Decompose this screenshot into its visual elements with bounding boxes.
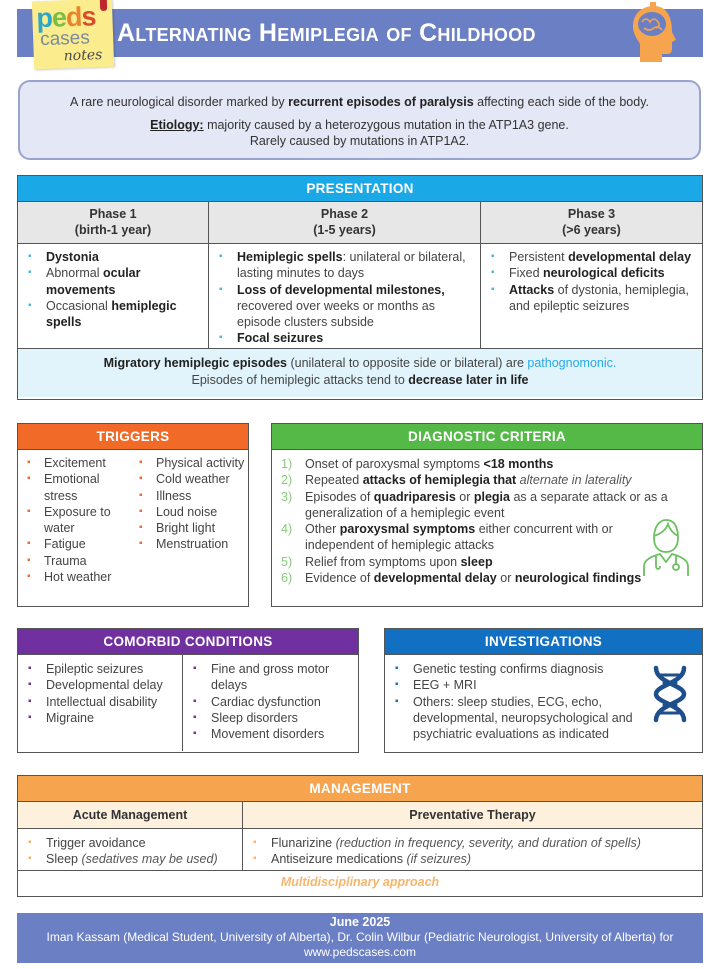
list-item: ▪ Migraine — [28, 710, 178, 726]
pushpin-icon — [100, 0, 108, 11]
intro-etiology: Etiology: majority caused by a heterozygous mutation in the ATP1A3 gene. — [150, 118, 569, 132]
list-item: ▪ Hot weather — [27, 569, 130, 585]
criteria-number: 4) — [281, 522, 293, 537]
triggers-section — [17, 423, 249, 607]
list-item: ▪ Physical activity — [139, 455, 248, 471]
list-item: ▪ Occasional hemiplegic spells — [28, 298, 202, 331]
criteria-number: 5) — [281, 554, 293, 569]
triggers-list-right — [130, 450, 248, 585]
credits-footer — [17, 913, 703, 963]
management-subheader-row — [18, 802, 702, 829]
title-banner — [17, 9, 703, 57]
management-header: MANAGEMENT — [18, 776, 702, 802]
phase-3-column — [480, 244, 702, 348]
list-item: ▪ Fine and gross motor delays — [193, 661, 354, 694]
doctor-icon — [640, 516, 692, 578]
phase-2-column — [208, 244, 480, 348]
presentation-note: Migratory hemiplegic episodes (unilateral to opposite side or bilateral) are pathognomonic. Episodes of hemiplegic attacks tend to decrease later in life — [18, 349, 702, 397]
diagnostic-criteria-list — [272, 450, 702, 586]
investigations-header: INVESTIGATIONS — [385, 629, 702, 655]
intro-summary-box — [18, 80, 701, 160]
publication-date: June 2025 — [329, 915, 391, 929]
list-item: ▪ Trauma — [27, 553, 130, 569]
list-item: ▪ Flunarizine (reduction in frequency, severity, and duration of spells) — [253, 835, 698, 851]
list-item: ▪ Hemiplegic spells: unilateral or bilateral, lasting minutes to days — [219, 249, 474, 282]
criteria-number: 2) — [281, 473, 293, 488]
list-item: ▪ Focal seizures — [219, 330, 474, 346]
preventative-therapy-list — [243, 829, 702, 868]
list-item: ▪ Exposure to water — [27, 504, 130, 537]
acute-management-header: Acute Management — [72, 808, 188, 822]
phase-header-row — [18, 202, 702, 244]
comorbid-list-left — [18, 655, 182, 726]
list-item: ▪ Fixed neurological deficits — [491, 265, 696, 281]
comorbid-conditions-header: COMORBID CONDITIONS — [18, 629, 358, 655]
triggers-list-left — [18, 450, 130, 585]
comorbid-conditions-section — [17, 628, 359, 753]
intro-rare-cause: Rarely caused by mutations in ATP1A2. — [249, 134, 470, 148]
list-item: ▪ Emotional stress — [27, 471, 130, 504]
phase-1-header: Phase 1 (birth-1 year) — [74, 207, 152, 237]
list-item: ▪ Cold weather — [139, 471, 248, 487]
criteria-item: 1) Onset of paroxysmal symptoms <18 months — [281, 457, 554, 471]
diagnostic-criteria-header: DIAGNOSTIC CRITERIA — [272, 424, 702, 450]
criteria-number: 1) — [281, 457, 293, 471]
triggers-header: TRIGGERS — [18, 424, 248, 450]
phase-1-column — [18, 244, 208, 348]
intro-definition: A rare neurological disorder marked by recurrent episodes of paralysis affecting each side of the body. — [69, 95, 650, 109]
presentation-section — [17, 175, 703, 400]
list-item: ▪ Movement disorders — [193, 726, 354, 742]
list-item: ▪ Illness — [139, 488, 248, 504]
criteria-item: 2) Repeated attacks of hemiplegia that alternate in laterality — [281, 473, 632, 488]
list-item: ▪ Genetic testing confirms diagnosis — [395, 661, 692, 677]
phase-1-list — [18, 244, 208, 330]
dna-icon — [652, 665, 688, 723]
list-item: ▪ Epileptic seizures — [28, 661, 178, 677]
list-item: ▪ Loss of developmental milestones, recovered over weeks or months as episode clusters subside — [219, 282, 474, 331]
phase-2-list — [209, 244, 480, 347]
list-item: ▪ Attacks of dystonia, hemiplegia, and epileptic seizures — [491, 282, 696, 315]
list-item: ▪ Loud noise — [139, 504, 248, 520]
list-item: ▪ Intellectual disability — [28, 694, 178, 710]
comorbid-list-right — [183, 655, 358, 742]
list-item: ▪ Dystonia — [28, 249, 202, 265]
logo-notes-text: notes — [63, 46, 103, 65]
list-item: ▪ Cardiac dysfunction — [193, 694, 354, 710]
investigations-section — [384, 628, 703, 753]
list-item: ▪ Sleep (sedatives may be used) — [28, 851, 238, 867]
page-title: Alternating Hemiplegia of Childhood — [117, 19, 536, 47]
phase-3-header: Phase 3 (>6 years) — [480, 202, 702, 243]
list-item: ▪ Persistent developmental delay — [491, 249, 696, 265]
authors-credit: Iman Kassam (Medical Student, University of Alberta), Dr. Colin Wilbur (Pediatric Neurologist, University of Alberta) for www.pedscases.com — [46, 930, 674, 959]
list-item: ▪ Antiseizure medications (if seizures) — [253, 851, 698, 867]
pedscases-notes-logo — [32, 0, 114, 69]
acute-management-list — [18, 829, 242, 868]
phase-body-row — [18, 244, 702, 349]
preventative-therapy-header: Preventative Therapy — [242, 802, 702, 828]
logo-peds-text: peds — [35, 1, 96, 34]
management-section — [17, 775, 703, 897]
list-item: ▪ Fatigue — [27, 536, 130, 552]
list-item: ▪ Abnormal ocular movements — [28, 265, 202, 298]
criteria-number: 6) — [281, 571, 293, 586]
list-item: ▪ Menstruation — [139, 536, 248, 552]
criteria-item: 4) Other paroxysmal symptoms either concurrent with or independent of hemiplegic attacks — [281, 522, 613, 553]
criteria-item: 6) Evidence of developmental delay or neurological findings — [281, 571, 642, 586]
list-item: ▪ Excitement — [27, 455, 130, 471]
list-item: ▪ EEG + MRI — [395, 677, 642, 693]
diagnostic-criteria-section — [271, 423, 703, 607]
brain-head-icon — [628, 2, 680, 64]
phase-3-list — [481, 244, 702, 314]
phase-2-header: Phase 2 (1-5 years) — [208, 202, 480, 243]
management-footer-note: Multidisciplinary approach — [280, 875, 440, 889]
criteria-number: 3) — [281, 489, 293, 504]
list-item: ▪ Others: sleep studies, ECG, echo, developmental, neuropsychological and psychiatric evaluations as indicated — [395, 694, 656, 743]
list-item: ▪ Developmental delay — [28, 677, 178, 693]
list-item: ▪ Sleep disorders — [193, 710, 354, 726]
presentation-header: PRESENTATION — [18, 176, 702, 202]
logo-cases-text: cases — [39, 27, 91, 51]
management-body-row — [18, 829, 702, 871]
criteria-item: 5) Relief from symptoms upon sleep — [281, 554, 493, 569]
list-item: ▪ Trigger avoidance — [28, 835, 238, 851]
criteria-item: 3) Episodes of quadriparesis or plegia as a separate attack or as a generalization of a hemiplegic event — [281, 489, 668, 520]
list-item: ▪ Bright light — [139, 520, 248, 536]
